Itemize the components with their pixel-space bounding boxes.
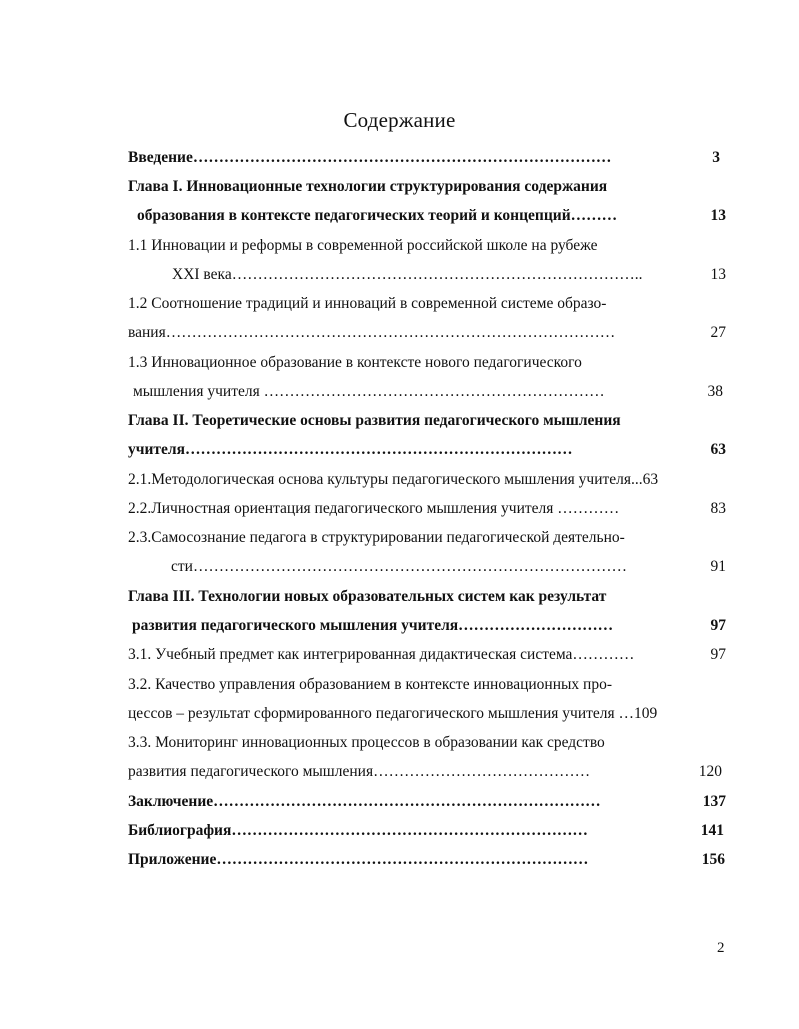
toc-appendix: Приложение……………………………………………………………… bbox=[128, 851, 589, 868]
toc-section-3-1: 3.1. Учебный предмет как интегрированная дидактическая система………… bbox=[128, 646, 635, 663]
toc-page-appendix: 156 bbox=[701, 851, 725, 868]
toc-page-section-1-2: 27 bbox=[710, 324, 726, 341]
toc-section-3-2-line1: 3.2. Качество управления образованием в контексте инновационных про- bbox=[128, 676, 613, 693]
toc-chapter-2-line2: учителя………………………………………………………………… bbox=[128, 441, 573, 458]
toc-chapter-3-line2: развития педагогического мышления учителя………………………… bbox=[132, 617, 614, 634]
toc-section-1-2-line1: 1.2 Соотношение традиций и инноваций в современной системе образо- bbox=[128, 295, 607, 312]
toc-page-chapter-2: 63 bbox=[710, 441, 726, 458]
toc-section-3-3-line1: 3.3. Мониторинг инновационных процессов в образовании как средство bbox=[128, 734, 605, 751]
toc-section-2-1: 2.1.Методологическая основа культуры педагогического мышления учителя...63 bbox=[128, 471, 659, 488]
toc-chapter-3-line1: Глава III. Технологии новых образовательных систем как результат bbox=[128, 588, 607, 605]
toc-page-section-3-1: 97 bbox=[710, 646, 726, 663]
toc-bibliography: Библиография…………………………………………………………… bbox=[128, 822, 588, 839]
toc-section-1-3-line2: мышления учителя ………………………………………………………… bbox=[133, 383, 605, 400]
toc-chapter-1-line2: образования в контексте педагогических теорий и концепций……… bbox=[137, 207, 618, 224]
toc-section-1-1-line2: XXI века…………………………………………………………………….. bbox=[172, 266, 643, 283]
toc-conclusion: Заключение………………………………………………………………… bbox=[128, 793, 601, 810]
toc-title: Содержание bbox=[343, 108, 456, 132]
toc-page-section-2-2: 83 bbox=[710, 500, 726, 517]
page-number: 2 bbox=[717, 940, 725, 956]
toc-page-bibliography: 141 bbox=[700, 822, 724, 839]
toc-page-intro: 3 bbox=[712, 149, 720, 166]
toc-chapter-1-line1: Глава I. Инновационные технологии структурирования содержания bbox=[128, 178, 608, 195]
toc-section-3-3-line2: развития педагогического мышления…………………………………… bbox=[128, 763, 591, 780]
toc-page-chapter-1: 13 bbox=[710, 207, 726, 224]
toc-entry-intro: Введение……………………………………………………………………… bbox=[128, 149, 612, 166]
toc-section-3-2-line2: цессов – результат сформированного педагогического мышления учителя …109 bbox=[128, 705, 658, 722]
toc-page-section-3-3: 120 bbox=[698, 763, 722, 780]
toc-chapter-2-line1: Глава II. Теоретические основы развития педагогического мышления bbox=[128, 412, 621, 429]
toc-page-conclusion: 137 bbox=[702, 793, 726, 810]
toc-section-2-2: 2.2.Личностная ориентация педагогического мышления учителя ………… bbox=[128, 500, 620, 517]
toc-page-section-1-1: 13 bbox=[710, 266, 726, 283]
toc-section-1-1-line1: 1.1 Инновации и реформы в современной российской школе на рубеже bbox=[128, 237, 598, 254]
toc-page-section-2-3: 91 bbox=[710, 558, 726, 575]
toc-section-1-2-line2: вания…………………………………………………………………………… bbox=[128, 324, 616, 341]
toc-section-1-3-line1: 1.3 Инновационное образование в контексте нового педагогического bbox=[128, 354, 582, 371]
toc-page-section-1-3: 38 bbox=[707, 383, 723, 400]
toc-page-chapter-3: 97 bbox=[710, 617, 726, 634]
toc-section-2-3-line1: 2.3.Самосознание педагога в структурировании педагогической деятельно- bbox=[128, 529, 625, 546]
toc-section-2-3-line2: сти………………………………………………………………………… bbox=[171, 558, 627, 575]
